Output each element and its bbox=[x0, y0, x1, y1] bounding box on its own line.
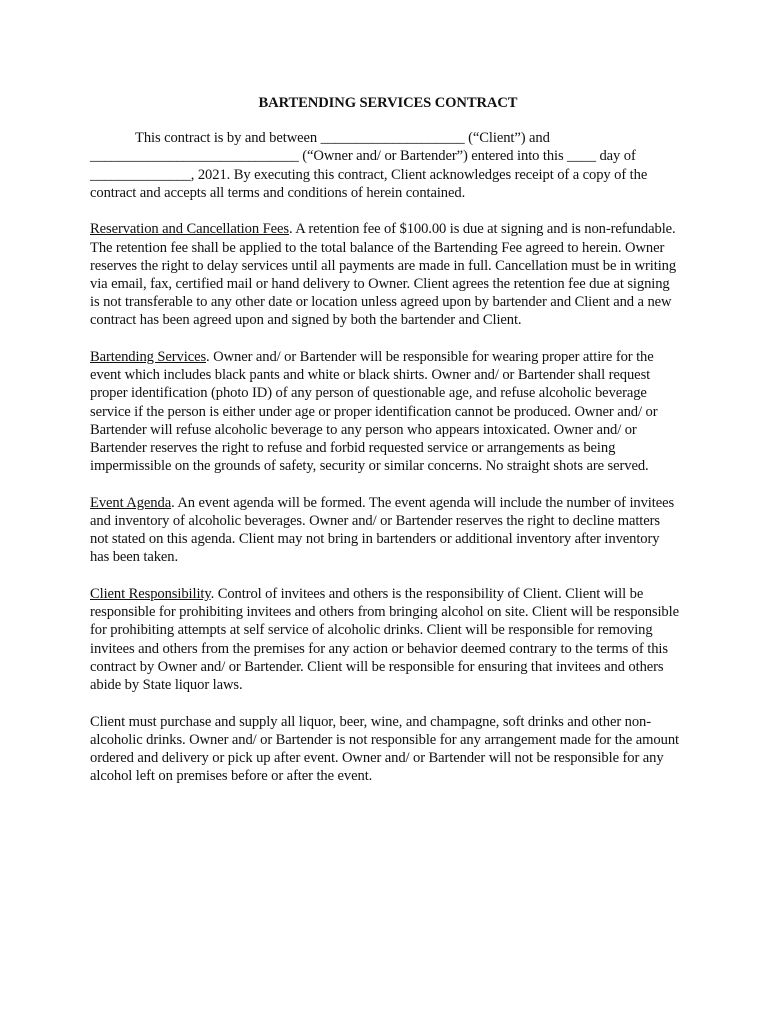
client-name-blank: ____________________ bbox=[320, 130, 465, 147]
section-reservation-cancellation bbox=[90, 220, 680, 329]
section-body-reservation: . A retention fee of $100.00 is due at signing and is non-refundable. The retention fee shall be applied to the total balance of the Bartending Fee agreed to herein. Owner reserves the right to delay services until all payments are made in full. Cancellation must be in writing via email, fax, certified mail or hand delivery to Owner. Client agrees the retention fee due at signing is not transferable to any other date or location unless agreed upon by bartender and Client and a new contract has been agreed upon and signed by both the bartender and Client. bbox=[90, 221, 677, 329]
section-heading-event-agenda: Event Agenda bbox=[90, 494, 172, 511]
day-blank: ____ bbox=[567, 148, 596, 165]
intro-text-4: day of bbox=[595, 148, 636, 165]
owner-name-blank: _____________________________ bbox=[90, 148, 299, 165]
intro-text-5: , 2021. By executing this contract, Client acknowledges receipt of a copy of the contract and accepts all terms and conditions of herein contained. bbox=[90, 166, 648, 201]
section-heading-reservation: Reservation and Cancellation Fees bbox=[90, 221, 289, 238]
section-heading-bartending: Bartending Services bbox=[90, 349, 207, 366]
contract-page bbox=[90, 94, 680, 804]
intro-paragraph bbox=[90, 129, 680, 202]
section-body-event-agenda: . An event agenda will be formed. The event agenda will include the number of invitees and inventory of alcoholic beverages. Owner and/ or Bartender reserves the right to decline matters not stated on this agenda. Client may not bring in bartenders or additional inventory after inventory has been taken. bbox=[90, 494, 675, 566]
intro-text-3: (“Owner and/ or Bartender”) entered into this bbox=[298, 148, 568, 165]
section-body-client-responsibility: . Control of invitees and others is the responsibility of Client. Client will be responsible for prohibiting invitees and others from bringing alcohol on site. Client will be responsible for prohibiting attempts at self service of alcoholic drinks. Client will be responsible for removing invitees and others from the premises for any action or behavior deemed contrary to the terms of this contract by Owner and/ or Bartender. Client will be responsible for ensuring that invitees and others abide by State liquor laws. bbox=[90, 586, 679, 694]
intro-text-2: (“Client”) and bbox=[464, 130, 550, 147]
section-body-bartending: . Owner and/ or Bartender will be responsible for wearing proper attire for the event which includes black pants and white or black shirts. Owner and/ or Bartender shall request proper identification (photo ID) of any person of questionable age, and refuse alcoholic beverage service if the person is either under age or proper identification cannot be produced. Owner and/ or Bartender will refuse alcoholic beverage to any person who appears intoxicated. Owner and/ or Bartender reserves the right to refuse and forbid requested service or arrangements as being impermissible on the grounds of safety, security or similar concerns. No straight shots are served. bbox=[90, 349, 658, 475]
intro-text-1: This contract is by and between bbox=[135, 130, 321, 147]
closing-paragraph: Client must purchase and supply all liquor, beer, wine, and champagne, soft drinks and other non-alcoholic drinks. Owner and/ or Bartender is not responsible for any arrangement made for the amount ordered and delivery or pick up after event. Owner and/ or Bartender will not be responsible for any alcohol left on premises before or after the event. bbox=[90, 713, 679, 785]
section-client-responsibility bbox=[90, 585, 680, 694]
section-event-agenda bbox=[90, 494, 680, 567]
month-blank: ______________ bbox=[90, 166, 191, 183]
document-title: BARTENDING SERVICES CONTRACT bbox=[258, 95, 518, 111]
section-heading-client-responsibility: Client Responsibility bbox=[90, 586, 211, 603]
section-bartending-services bbox=[90, 348, 680, 475]
